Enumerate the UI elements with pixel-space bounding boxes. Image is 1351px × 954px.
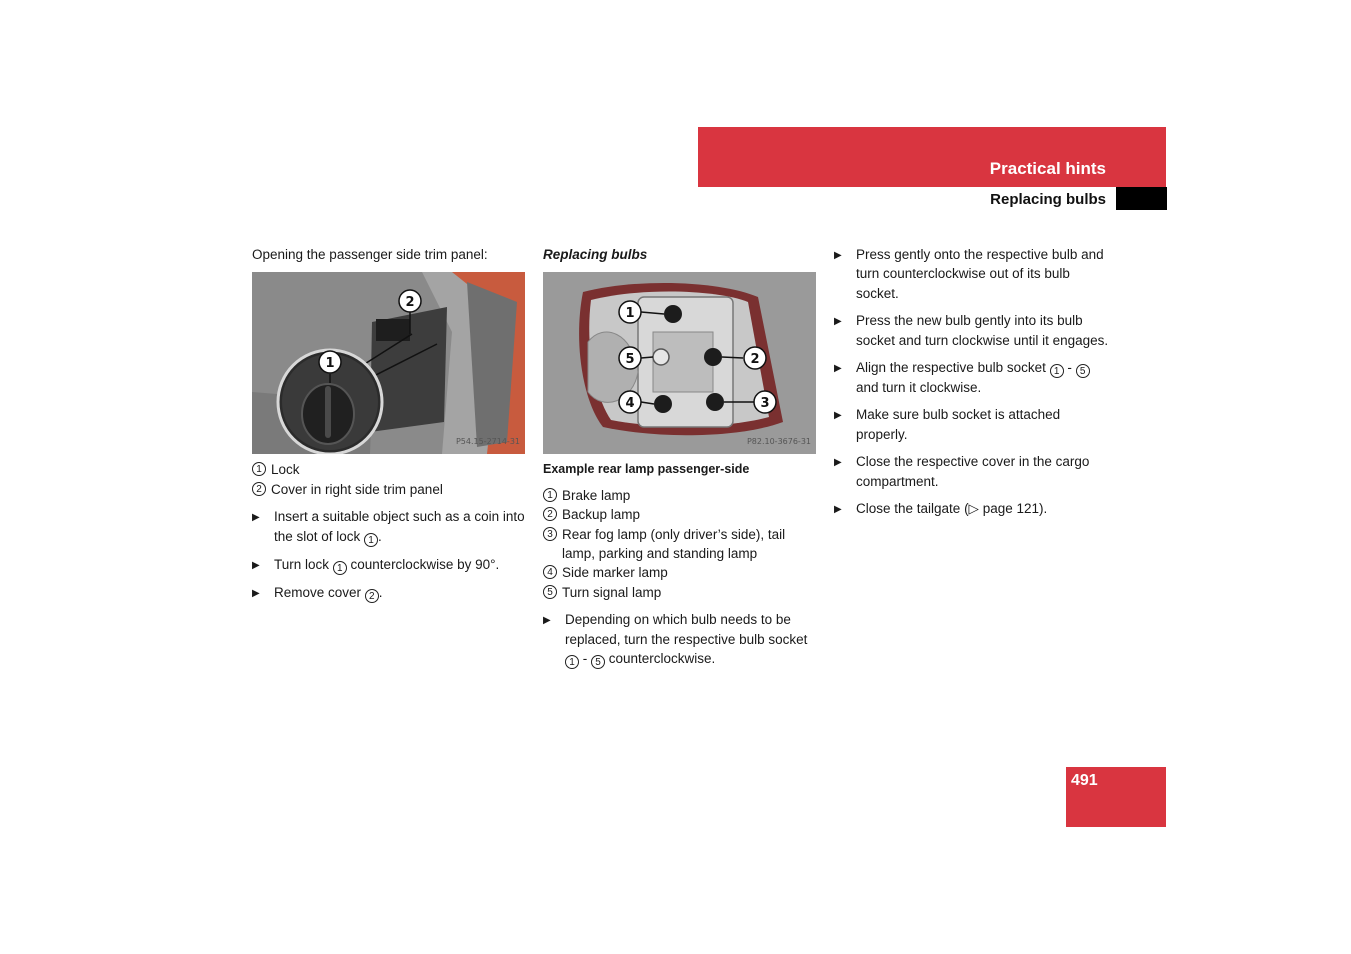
section-title: Practical hints [989, 159, 1106, 178]
bullet-arrow-icon: ▶ [834, 363, 842, 375]
instruction-step [834, 499, 1109, 519]
step-text: Remove cover [274, 585, 365, 601]
instruction-step [252, 555, 527, 575]
instruction-steps [543, 610, 818, 669]
svg-text:1: 1 [325, 356, 335, 372]
number-badge: 2 [365, 589, 379, 603]
legend-item [543, 505, 818, 524]
instruction-step [252, 507, 527, 546]
section-heading: Replacing bulbs [543, 247, 648, 262]
subsection-title: Replacing bulbs [990, 191, 1106, 208]
step-text-end: . [378, 528, 382, 544]
instruction-step [834, 405, 1109, 444]
bullet-arrow-icon: ▶ [252, 559, 260, 571]
instruction-step [834, 452, 1109, 491]
number-badge: 3 [543, 527, 557, 541]
step-text: Depending on which bulb needs to be replaced, turn the respective bulb socket [565, 612, 808, 647]
column-3 [834, 245, 1109, 527]
step-text: Press the new bulb gently into its bulb socket and turn clockwise until it engages. [856, 313, 1109, 348]
rear-lamp-illustration [543, 272, 816, 454]
step-text: Press gently onto the respective bulb and turn counterclockwise out of its bulb socket. [856, 247, 1104, 301]
legend-label: Cover in right side trim panel [271, 481, 443, 497]
svg-text:4: 4 [625, 396, 635, 412]
svg-text:5: 5 [625, 352, 635, 368]
number-badge: 4 [543, 565, 557, 579]
legend-label: Turn signal lamp [562, 584, 662, 600]
number-badge: 5 [591, 655, 605, 669]
bullet-arrow-icon: ▶ [543, 615, 551, 627]
number-badge: 1 [543, 488, 557, 502]
intro-text: Opening the passenger side trim panel: [252, 247, 488, 262]
bullet-arrow-icon: ▶ [252, 588, 260, 600]
legend-label: Brake lamp [562, 487, 631, 503]
number-badge: 1 [364, 533, 378, 547]
instruction-step [834, 245, 1109, 303]
page-number: 491 [1071, 772, 1098, 789]
legend-item [252, 480, 527, 499]
trim-panel-illustration [252, 272, 525, 454]
legend-item [543, 563, 818, 582]
svg-text:3: 3 [760, 396, 770, 412]
number-badge: 1 [565, 655, 579, 669]
legend-label: Lock [271, 462, 300, 478]
bullet-arrow-icon: ▶ [834, 410, 842, 422]
step-text-end: counterclockwise. [605, 651, 716, 667]
column-1 [252, 245, 527, 611]
svg-text:1: 1 [625, 306, 635, 322]
legend-item [543, 525, 818, 564]
step-text: Close the tailgate (▷ page 121). [856, 501, 1048, 517]
bullet-arrow-icon: ▶ [834, 457, 842, 469]
number-badge: 1 [252, 462, 266, 476]
legend-list [252, 460, 527, 499]
step-text-end: . [378, 585, 383, 601]
legend-label: Backup lamp [562, 507, 641, 523]
legend-item [543, 583, 818, 602]
instruction-steps [252, 507, 527, 603]
svg-text:2: 2 [405, 295, 415, 311]
figure-caption: Example rear lamp passenger-side [543, 462, 750, 477]
step-text: Insert a suitable object such as a coin into the slot of lock [274, 509, 525, 544]
section-tab-marker [1116, 187, 1167, 210]
step-text: Make sure bulb socket is attached properly. [856, 407, 1061, 442]
legend-item [252, 460, 527, 479]
legend-list [543, 486, 818, 602]
range-dash: - [1063, 360, 1076, 376]
legend-label: Side marker lamp [562, 565, 668, 581]
figure-code: P82.10-3676-31 [746, 437, 811, 446]
instruction-step [543, 610, 818, 669]
legend-item [543, 486, 818, 505]
legend-label: Rear fog lamp (only driver’s side), tail lamp, parking and standing lamp [562, 526, 786, 562]
bullet-arrow-icon: ▶ [834, 504, 842, 516]
rear-lamp-figure [543, 272, 816, 454]
step-text: Turn lock [274, 556, 333, 572]
instruction-step [252, 583, 527, 603]
trim-panel-figure [252, 272, 525, 454]
instruction-step [834, 311, 1109, 350]
range-dash: - [579, 651, 591, 667]
bullet-arrow-icon: ▶ [252, 512, 260, 524]
figure-code: P54.15-2714-31 [455, 437, 520, 446]
svg-text:2: 2 [750, 352, 760, 368]
step-text-end: and turn it clockwise. [856, 380, 982, 396]
number-badge: 1 [1050, 364, 1064, 378]
bullet-arrow-icon: ▶ [834, 316, 842, 328]
instruction-steps [834, 245, 1109, 519]
step-text: Align the respective bulb socket [856, 360, 1050, 376]
number-badge: 2 [543, 507, 557, 521]
number-badge: 1 [333, 561, 347, 575]
instruction-step [834, 358, 1109, 397]
number-badge: 2 [252, 482, 266, 496]
bullet-arrow-icon: ▶ [834, 250, 842, 261]
step-text: Close the respective cover in the cargo compartment. [856, 454, 1090, 489]
number-badge: 5 [1076, 364, 1090, 378]
number-badge: 5 [543, 585, 557, 599]
column-2 [543, 245, 818, 677]
step-text-end: counterclockwise by 90°. [346, 556, 500, 572]
